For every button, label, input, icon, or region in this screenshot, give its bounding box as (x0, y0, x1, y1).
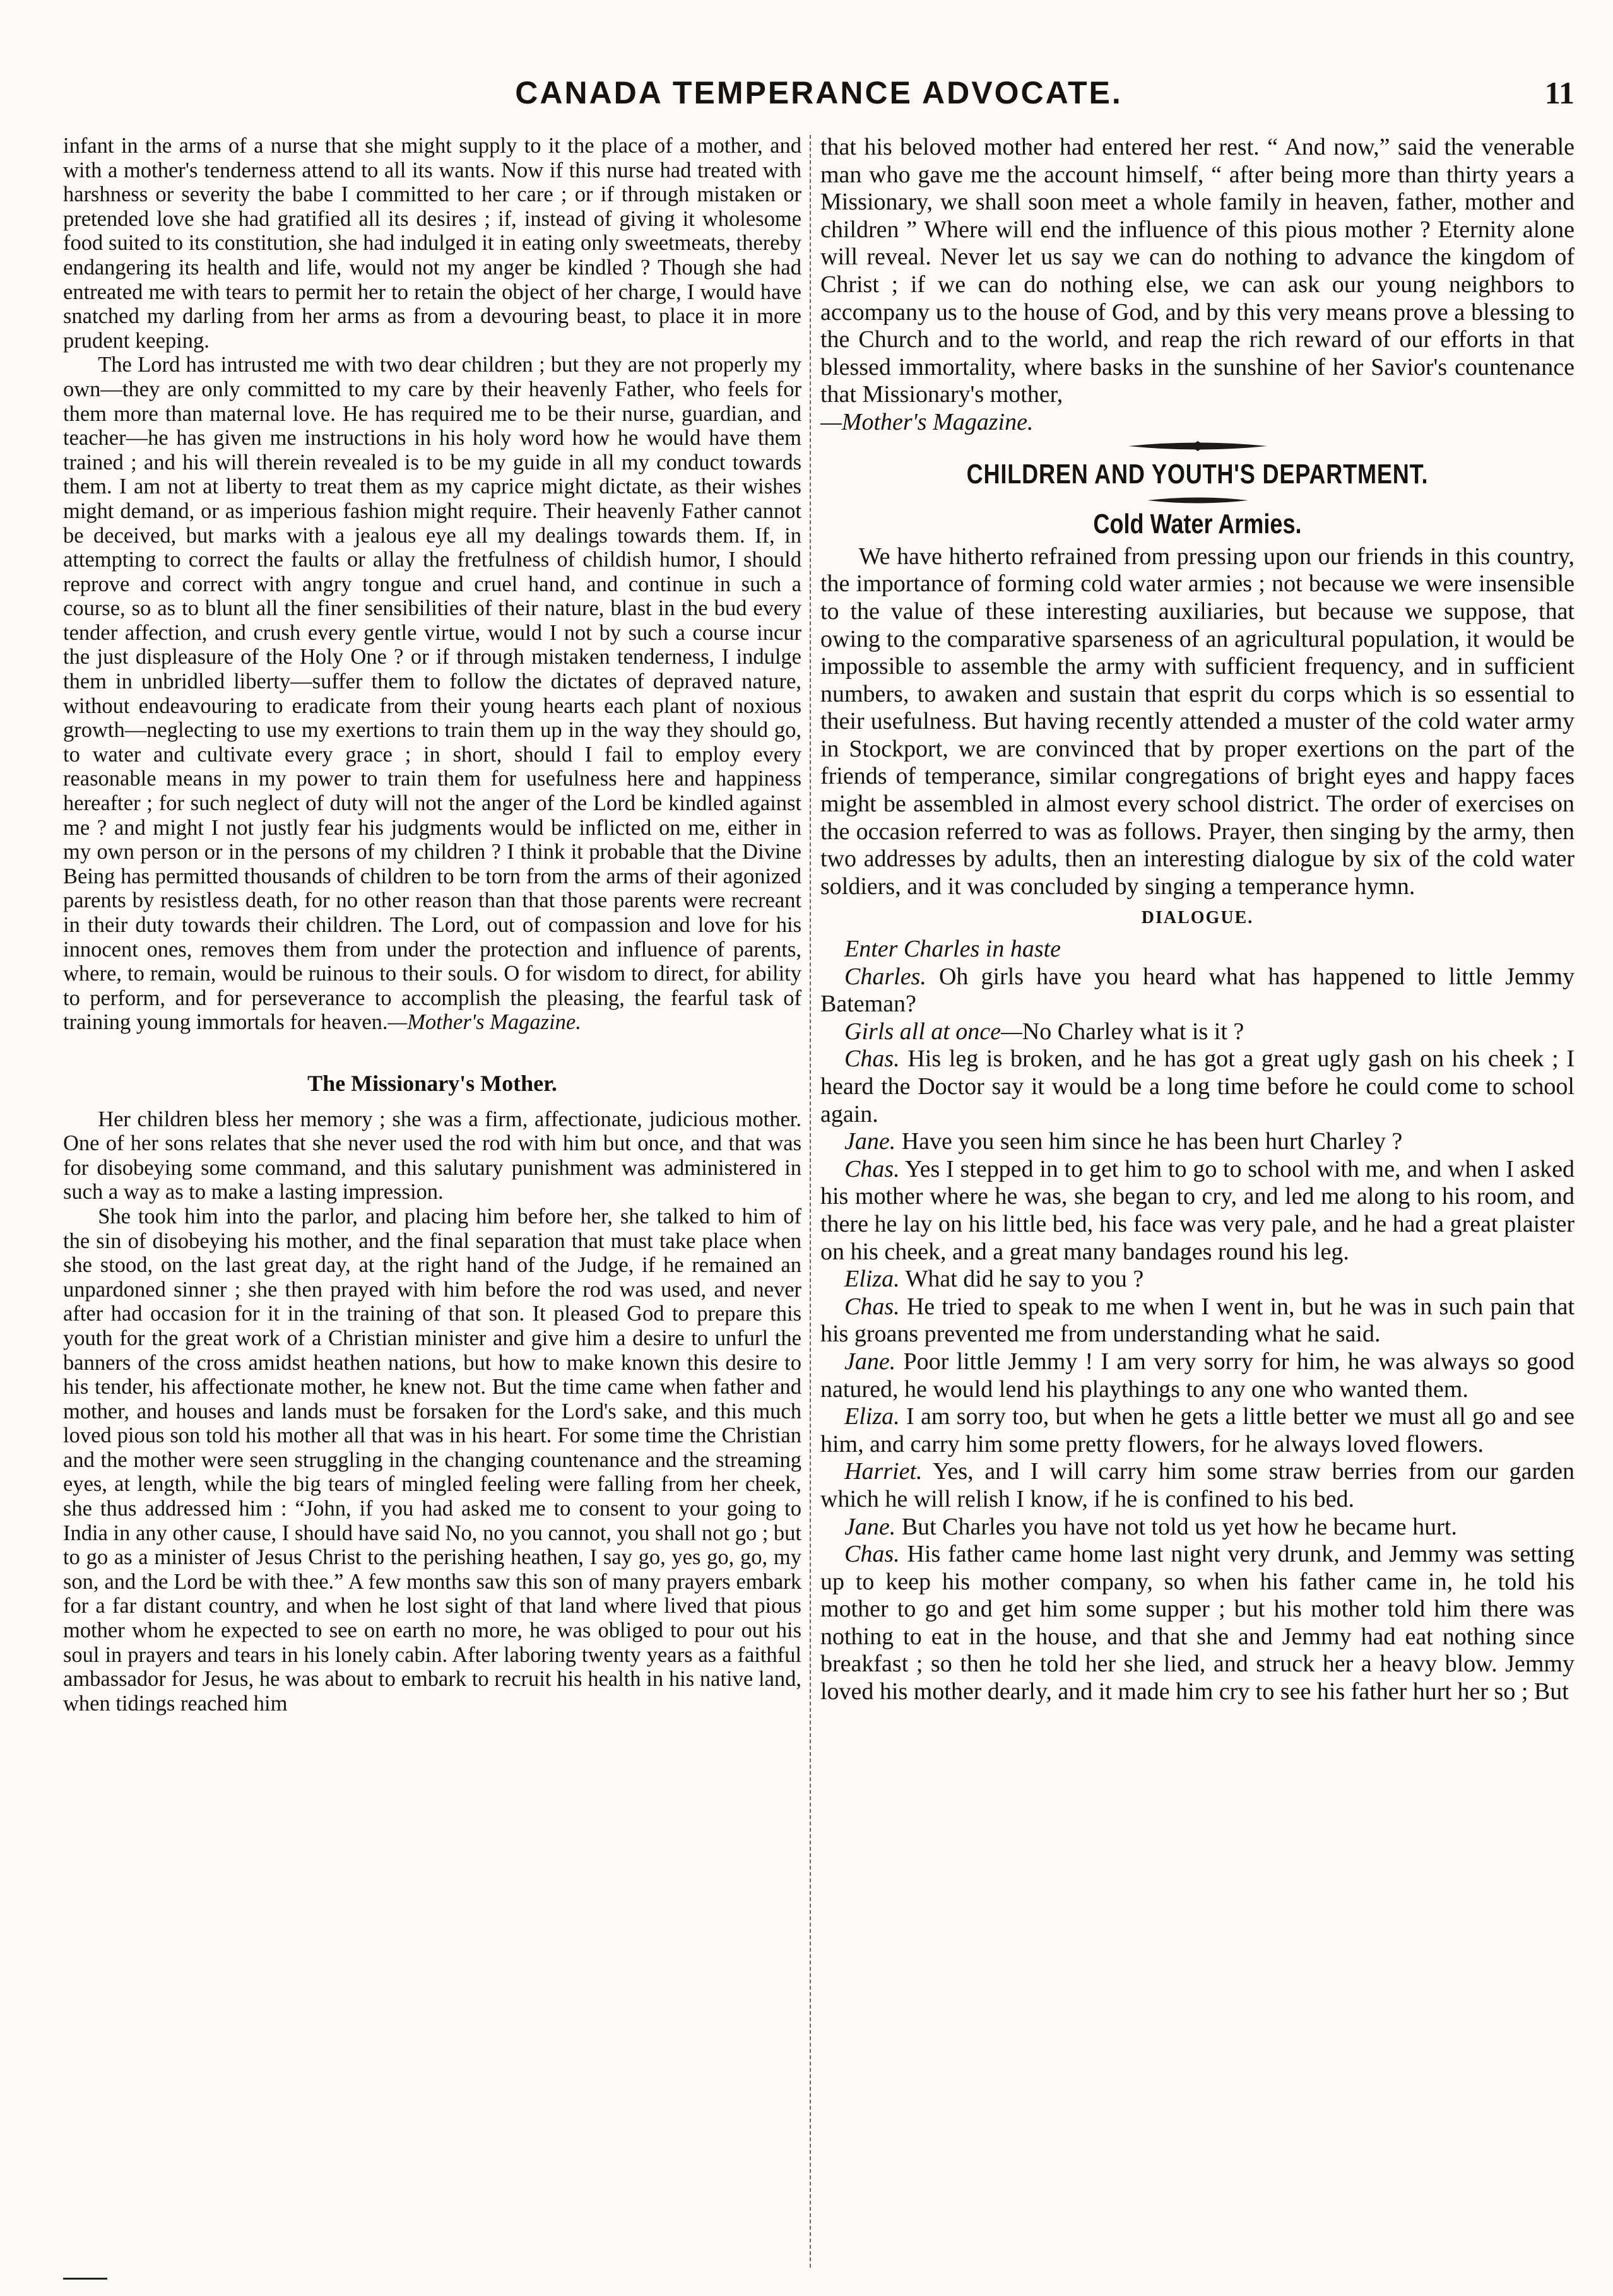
speaker: Jane. (844, 1513, 896, 1540)
dialogue-text: Oh girls have you heard what has happened to little Jemmy Bateman? (820, 963, 1575, 1018)
dialogue (820, 936, 1575, 1706)
ornament-divider (1141, 493, 1255, 508)
page-header (63, 74, 1575, 125)
dialogue-heading: DIALOGUE. (1141, 908, 1254, 928)
dialogue-text: Yes I stepped in to get him to go to school with me, and when I asked his mother where he was, she began to cry, and led me along to his room, and there he lay on his little bed, his face was very pale, and he had a great plaister on his cheek, and a great many bandages round his leg. (820, 1155, 1575, 1265)
dialogue-line (820, 1045, 1575, 1128)
speaker: Jane. (844, 1128, 896, 1155)
left-column (63, 134, 801, 2266)
article-source: —Mother's Magazine. (387, 1010, 581, 1035)
dialogue-line (820, 1156, 1575, 1266)
speaker: Eliza. (844, 1403, 900, 1430)
dialogue-line (820, 1018, 1575, 1046)
dialogue-line (820, 1293, 1575, 1348)
speaker: Chas. (844, 1541, 900, 1568)
speaker: Chas. (844, 1293, 900, 1320)
dialogue-text: But Charles you have not told us yet how he became hurt. (901, 1513, 1457, 1540)
speaker: Eliza. (844, 1266, 900, 1293)
right-column (820, 134, 1575, 2266)
dialogue-line (820, 1458, 1575, 1513)
article-source: —Mother's Magazine. (820, 408, 1034, 435)
dialogue-text: Poor little Jemmy ! I am very sorry for him, he was always so good natured, he would lend his playthings to any one who wanted them. (820, 1348, 1575, 1403)
dialogue-line (820, 1541, 1575, 1706)
page-number: 11 (1544, 75, 1575, 110)
dialogue-text: What did he say to you ? (905, 1266, 1144, 1293)
dialogue-text: He tried to speak to me when I went in, but he was in such pain that his groans prevented me from understanding what he said. (820, 1293, 1575, 1348)
article-paragraph (63, 353, 801, 1035)
dialogue-line (820, 1128, 1575, 1156)
section-heading: CHILDREN AND YOUTH'S DEPARTMENT. (966, 458, 1429, 490)
speaker: Jane. (844, 1348, 896, 1375)
stage-direction: Enter Charles in haste (844, 936, 1061, 963)
article-paragraph: infant in the arms of a nurse that she might supply to it the place of a mother, and with a mother's tenderness attend to all its wants. Now if this nurse had treated with harshness or severity the babe I committed to her care ; or if through mistaken or pretended love she had gratified all its desires ; if, instead of giving it wholesome food suited to its constitution, she had indulged it in eating only sweetmeats, thereby endangering its health and life, would not my anger be kindled ? Though she had entreated me with tears to permit her to retain the object of her charge, I would have snatched my darling from her arms as from a devouring beast, to place it in more prudent keeping. (63, 134, 801, 353)
dialogue-text: No Charley what is it ? (1022, 1018, 1244, 1045)
dialogue-text: Yes, and I will carry him some straw berries from our garden which he will relish I know, if he is confined to his bed. (820, 1458, 1575, 1512)
dialogue-line (820, 1514, 1575, 1541)
speaker: Chas. (844, 1155, 900, 1182)
article-paragraph: Her children bless her memory ; she was a firm, affectionate, judicious mother. One of her sons relates that she never used the rod with him but once, and that was for disobeying some command, and this salutary punishment was administered in such a way as to make a lasting impression. (63, 1107, 801, 1204)
publication-title: CANADA TEMPERANCE ADVOCATE. (515, 75, 1123, 110)
footer-rule (63, 2278, 107, 2280)
dialogue-text: His father came home last night very drunk, and Jemmy was setting up to keep his mother company, so when his father came in, he told his mother to go and get him some supper ; but his mother told him there was nothing to eat in the house, and that she and Jemmy had eat nothing since breakfast ; so then he told her she lied, and struck her a heavy blow. Jemmy loved his mother dearly, and it made him cry to see his father hurt her so ; But (820, 1541, 1575, 1705)
ornament-divider (1122, 437, 1273, 456)
dialogue-line (820, 1348, 1575, 1403)
article-heading: Cold Water Armies. (1093, 509, 1302, 540)
article-text: that his beloved mother had entered her rest. “ And now,” said the venerable man who gave me the account himself, “ after being more than thirty years a Missionary, we shall soon meet a whole family in heaven, father, mother and children ” Where will end the influence of this pious mother ? Eternity alone will reveal. Never let us say we can do nothing to advance the kingdom of Christ ; if we can do nothing else, we can ask our young neighbors to accompany us to the house of God, and by this very means prove a blessing to the Church and to the world, and reap the rich reward of our efforts in that blessed immortality, where basks in the sunshine of her Savior's countenance that Missionary's mother, (820, 134, 1575, 408)
article-paragraph: We have hitherto refrained from pressing upon our friends in this country, the importance of forming cold water armies ; not because we were insensible to the value of these interesting auxiliaries, but because we suppose, that owing to the comparative sparseness of an agricultural population, it would be impossible to assemble the army with sufficient frequency, and in sufficient numbers, to awaken and sustain that esprit du corps which is so essential to their usefulness. But having recently attended a muster of the cold water army in Stockport, we are convinced that by proper exertions on the part of the friends of temperance, similar congregations of bright eyes and happy faces might be assembled in almost every school district. The order of exercises on the occasion referred to was as follows. Prayer, then singing by the army, then two addresses by adults, then an interesting dialogue by six of the cold water soldiers, and it was concluded by singing a temperance hymn. (820, 543, 1575, 900)
dialogue-text: His leg is broken, and he has got a great ugly gash on his cheek ; I heard the Doctor say it would be a long time before he could come to school again. (820, 1045, 1575, 1127)
speaker: Girls all at once— (844, 1018, 1022, 1045)
dialogue-line (820, 1403, 1575, 1458)
column-divider (810, 135, 811, 2268)
speaker: Chas. (844, 1045, 900, 1073)
article-paragraph: She took him into the parlor, and placing him before her, she talked to him of the sin of disobeying his mother, and the final separation that must take place when she stood, on the last great day, at the right hand of the Judge, if he remained an unpardoned sinner ; she then prayed with him before the rod was used, and never after had occasion for it in the training of that son. It pleased God to prepare this youth for the great work of a Christian minister and give him a desire to unfurl the banners of the cross amidst heathen nations, but how to make known this desire to his tender, his affectionate mother, he knew not. But the time came when father and mother, and houses and lands must be forsaken for the Lord's sake, and this much loved pious son told his mother all that was in his heart. For some time the Christian and the mother were seen struggling in the changing countenance and the streaming eyes, at length, while the big tears of mingled feeling were falling from her cheek, she thus addressed him : “John, if you had asked me to consent to your going to India in any other cause, I should have said No, no you cannot, you shall not go ; but to go as a minister of Jesus Christ to the perishing heathen, I say go, yes go, go, my son, and the Lord be with thee.” A few months saw this son of many prayers embark for a far distant country, and when he lost sight of that land where lived that pious mother whom he expected to see on earth no more, he was obliged to pour out his soul in prayers and tears in his lonely cabin. After laboring twenty years as a faithful ambassador for Jesus, he was about to embark to recruit his health in his native land, when tidings reached him (63, 1204, 801, 1716)
dialogue-line (820, 1266, 1575, 1293)
article-text: The Lord has intrusted me with two dear children ; but they are not properly my own—they are only committed to my care by their heavenly Father, who feels for them more than maternal love. He has required me to be their nurse, guardian, and teacher—he has given me instructions in his holy word how he would have them trained ; and his will therein revealed is to be my guide in all my conduct towards them. I am not at liberty to treat them as my caprice might dictate, as their wishes might demand, or as imperious fashion might require. Their heavenly Father cannot be deceived, but marks with a jealous eye all my dealings towards them. If, in attempting to correct the faults or allay the fretfulness of childish humor, I should reprove and correct with angry tongue and cruel hand, and continue in such a course, so as to blunt all the finer sensibilities of their nature, blast in the bud every tender affection, and crush every gentle virtue, would I not by such a course incur the just displeasure of the Holy One ? or if through mistaken tenderness, I indulge them in unbridled liberty—suffer them to follow the dictates of depraved nature, without endeavouring to eradicate from their young hearts each plant of noxious growth—neglecting to use my exertions to train them up in the way they should go, to water and cultivate every grace ; in short, should I fail to employ every reasonable means in my power to train them for usefulness here and happiness hereafter ; for such neglect of duty will not the anger of the Lord be kindled against me ? and might I not justly fear his judgments would be inflicted on me, either in my own person or in the persons of my children ? I think it probable that the Divine Being has permitted thousands of children to be torn from the arms of their agonized parents by resistless death, for no other reason than that those parents were recreant in their duty towards their children. The Lord, out of compassion and love for his innocent ones, removes them from under the protection and influence of parents, where, to remain, would be ruinous to their souls. O for wisdom to direct, for ability to perform, and for perseverance to accomplish the pleasing, the fearful task of training young immortals for heaven. (63, 353, 801, 1035)
dialogue-text: Have you seen him since he has been hurt Charley ? (901, 1128, 1403, 1155)
article-heading: The Missionary's Mother. (307, 1070, 557, 1096)
dialogue-line (820, 963, 1575, 1018)
article-paragraph (820, 134, 1575, 437)
newspaper-page (63, 0, 1575, 2296)
speaker: Charles. (844, 963, 926, 990)
speaker: Harriet. (844, 1458, 923, 1485)
dialogue-text: I am sorry too, but when he gets a little better we must all go and see him, and carry him some pretty flowers, for he always loved flowers. (820, 1403, 1575, 1457)
